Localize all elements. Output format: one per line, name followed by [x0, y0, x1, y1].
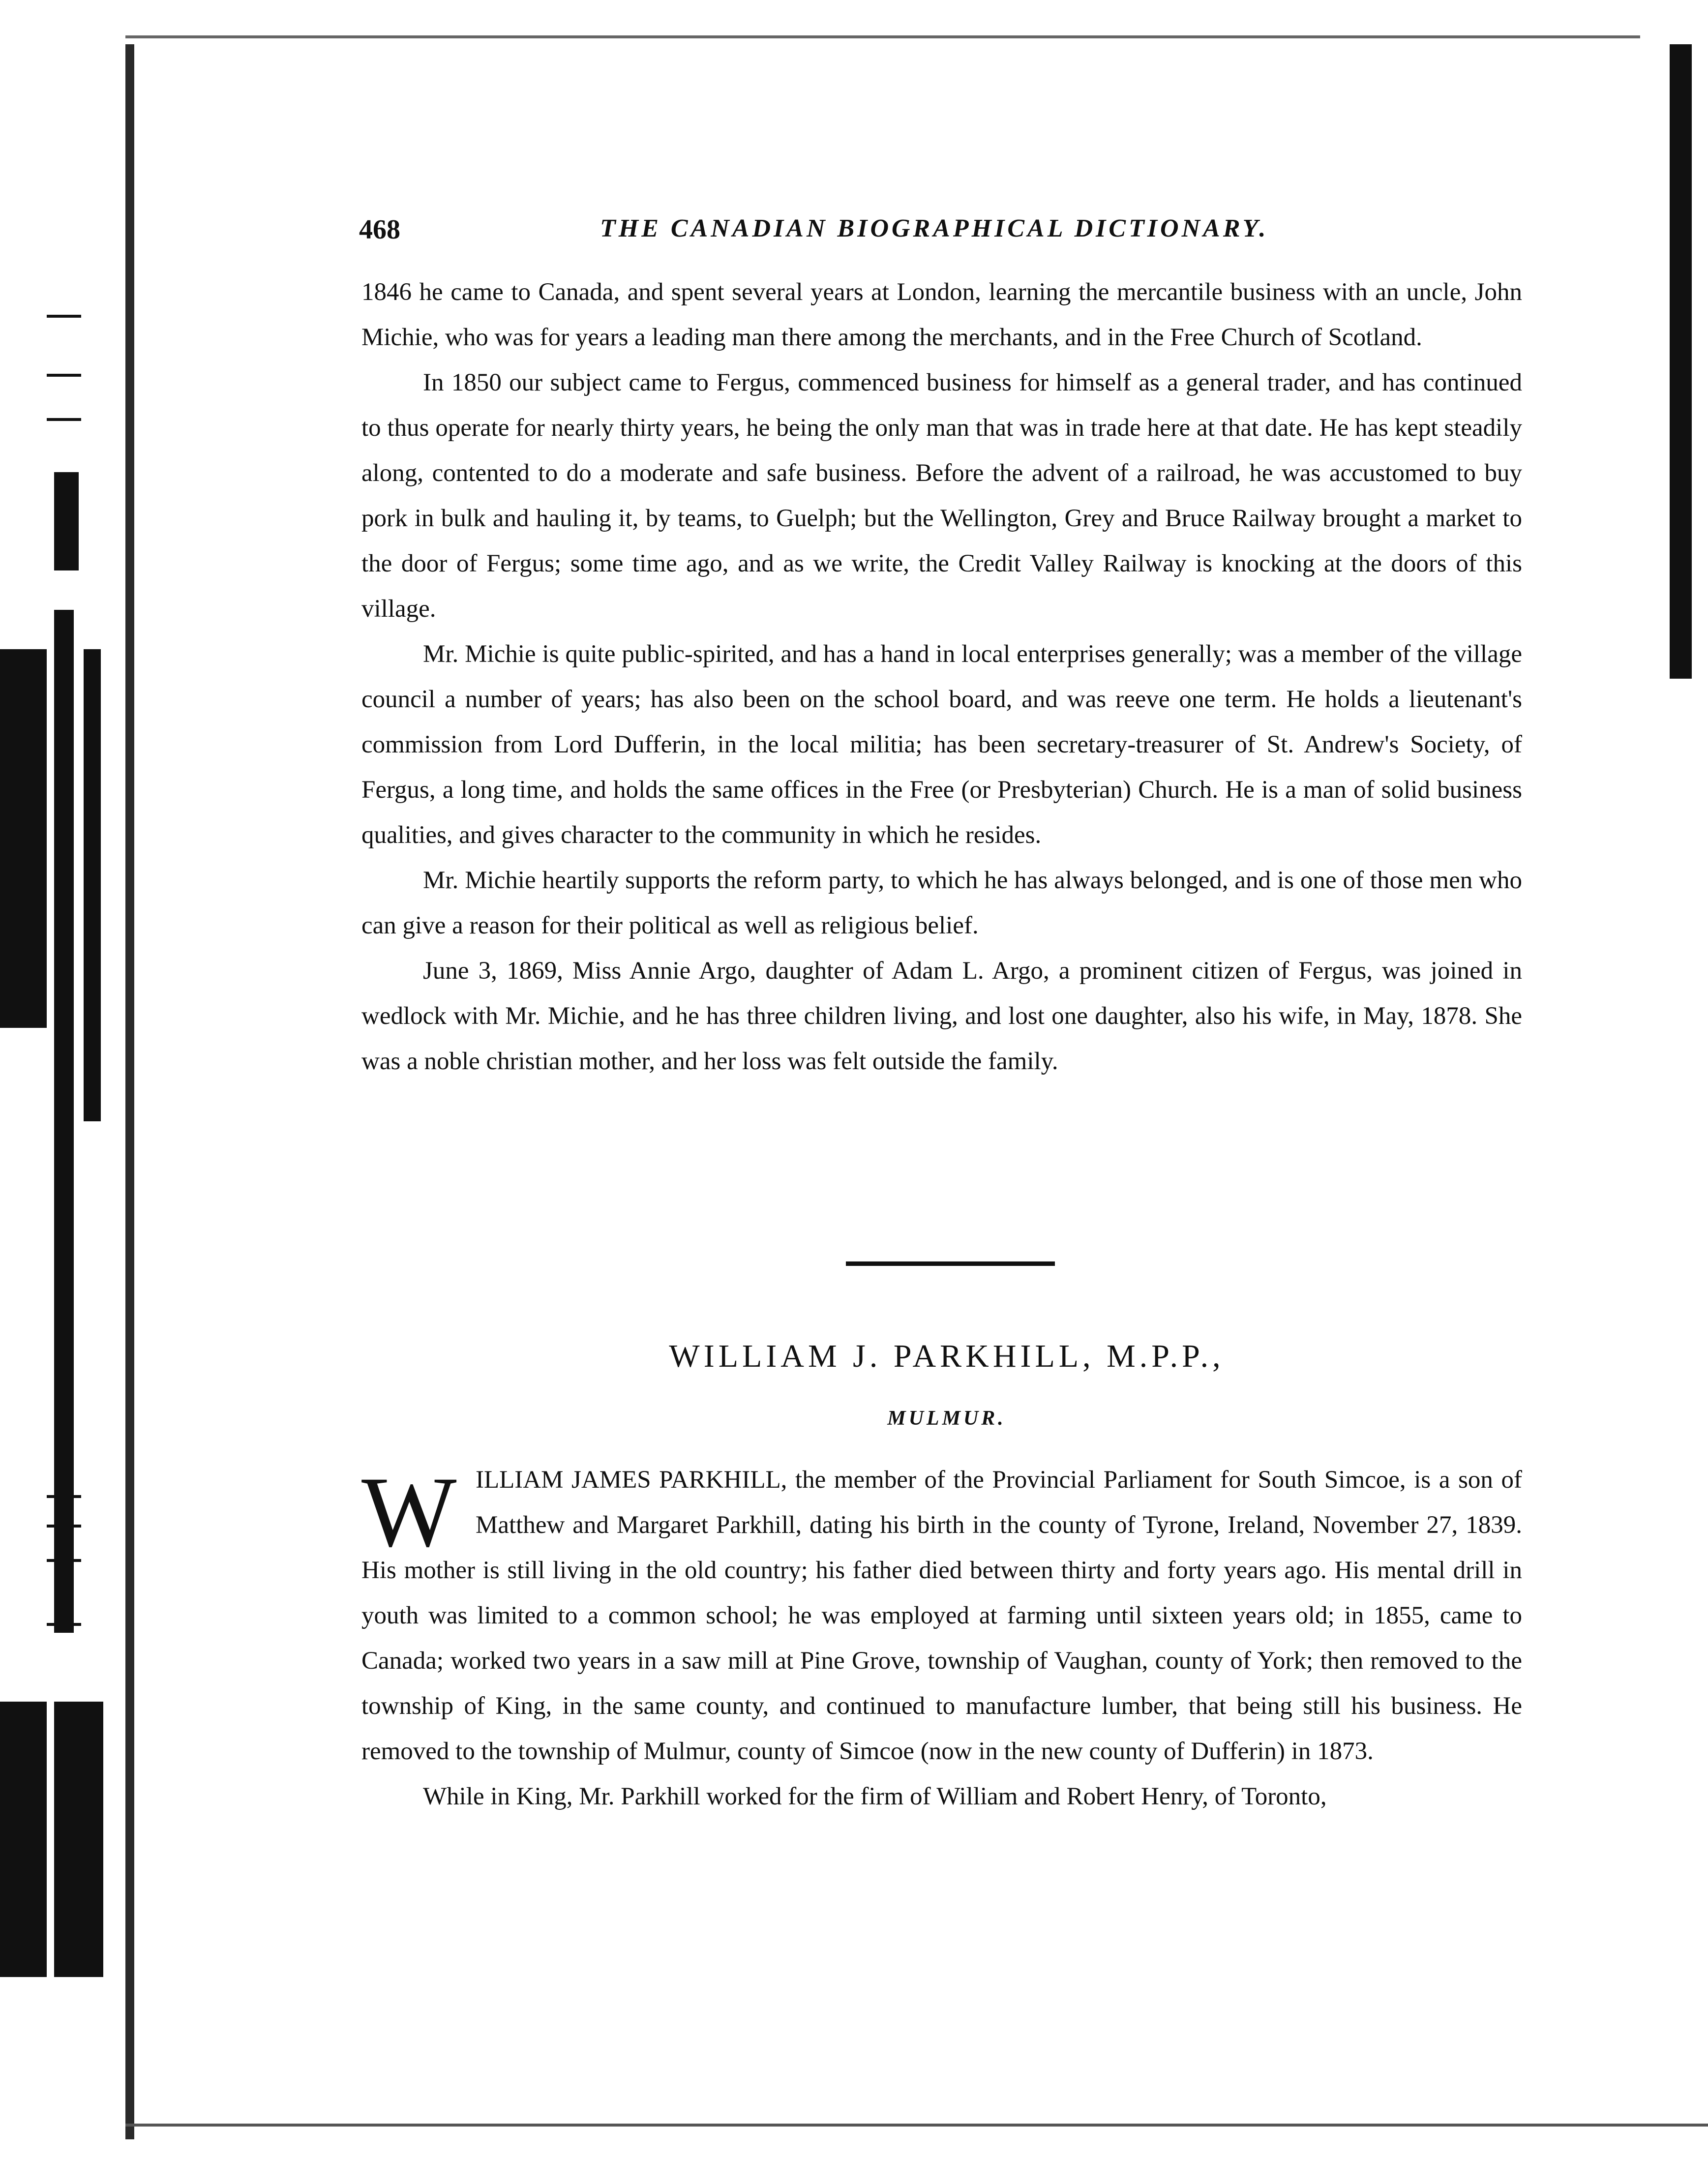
scan-mark [47, 374, 81, 377]
scan-mark [84, 649, 101, 1121]
paragraph-with-drop-cap [361, 1457, 1522, 1774]
scan-edge-bottom [125, 2124, 1708, 2127]
article-parkhill-body [361, 1457, 1522, 1819]
paragraph: Mr. Michie heartily supports the reform party, to which he has always belonged, and is one of those men who can give a reason for their political as well as religious belief. [361, 867, 1522, 939]
scan-edge-left [125, 44, 134, 2139]
scan-mark [47, 1495, 81, 1498]
scan-edge-right [1670, 44, 1692, 679]
scan-mark [47, 1525, 81, 1528]
scan-mark [0, 1702, 47, 1977]
biography-location: MULMUR. [887, 1407, 1006, 1430]
paragraph: In 1850 our subject came to Fergus, commenced business for himself as a general trader, and has continued to thus operate for nearly thirty years, he being the only man that was in trade here at that date. He has kept steadily along, contented to do a moderate and safe business. Before the advent of a railroad, he was accustomed to buy pork in bulk and hauling it, by teams, to Guelph; but the Wellington, Grey and Bruce Railway brought a market to the door of Fergus; some time ago, and as we write, the Credit Valley Railway is knocking at the doors of this village. [361, 369, 1522, 623]
scan-mark [54, 472, 79, 570]
paragraph: While in King, Mr. Parkhill worked for the firm of William and Robert Henry, of Toronto, [423, 1783, 1327, 1810]
article-michie-body [361, 270, 1522, 1084]
scan-mark [0, 649, 47, 1028]
biography-title: WILLIAM J. PARKHILL, M.P.P., [669, 1338, 1225, 1374]
running-header [359, 214, 1539, 253]
paragraph: Mr. Michie is quite public-spirited, and has a hand in local enterprises generally; was a member of the village council a number of years; has also been on the school board, and was reeve one term. He holds a lieutenant's commission from Lord Dufferin, in the local militia; has been secretary-treasurer of St. Andrew's Society, of Fergus, a long time, and holds the same offices in the Free (or Presbyterian) Church. He is a man of solid business qualities, and gives character to the community in which he resides. [361, 640, 1522, 849]
page-number: 468 [359, 214, 400, 245]
paragraph: June 3, 1869, Miss Annie Argo, daughter of Adam L. Argo, a prominent citizen of Fergus, was joined in wedlock with Mr. Michie, and he has three children living, and lost one daughter, also his wife, in May, 1878. She was a noble christian mother, and her loss was felt outside the family. [361, 957, 1522, 1075]
scan-mark [47, 1623, 81, 1626]
scan-mark [47, 315, 81, 318]
section-divider [846, 1261, 1055, 1266]
paragraph: ILLIAM JAMES PARKHILL, the member of the Provincial Parliament for South Simcoe, is a son of Matthew and Margaret Parkhill, dating his birth in the county of Tyrone, Ireland, November 27, 1839. His mother is still living in the old country; his father died between thirty and forty years ago. His mental drill in youth was limited to a common school; he was employed at farming until sixteen years old; in 1855, came to Canada; worked two years in a saw mill at Pine Grove, township of Vaughan, county of York; then removed to the township of King, in the same county, and continued to manufacture lumber, that being still his business. He removed to the township of Mulmur, county of Simcoe (now in the new county of Dufferin) in 1873. [361, 1466, 1522, 1765]
drop-cap-letter: W [361, 1456, 457, 1568]
scan-mark [47, 418, 81, 421]
running-title: THE CANADIAN BIOGRAPHICAL DICTIONARY. [600, 214, 1269, 242]
paragraph: 1846 he came to Canada, and spent several years at London, learning the mercantile business with an uncle, John Michie, who was for years a leading man there among the merchants, and in the Free Church of Scotland. [361, 278, 1522, 351]
scan-mark [54, 1702, 103, 1977]
scan-mark [47, 1559, 81, 1562]
scan-edge-top [125, 35, 1640, 38]
scan-mark [54, 610, 74, 1633]
